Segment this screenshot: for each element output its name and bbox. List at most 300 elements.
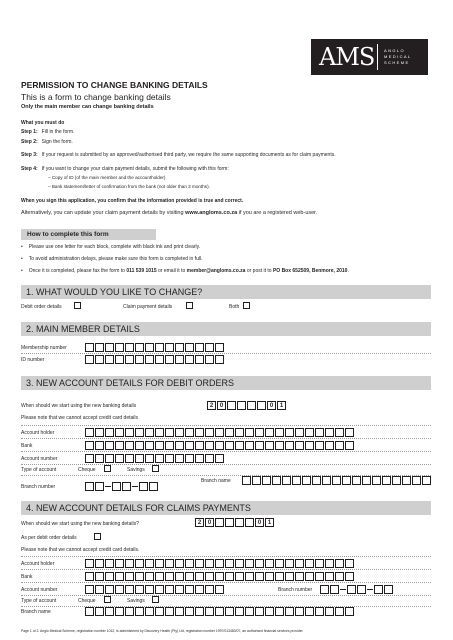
entry-cell[interactable] (345, 572, 354, 581)
entry-cell[interactable] (225, 607, 234, 616)
debit-start-date-cells[interactable] (207, 401, 287, 410)
entry-cell[interactable] (235, 518, 244, 527)
entry-cell[interactable] (335, 559, 344, 568)
entry-cell[interactable] (205, 343, 214, 352)
entry-cell[interactable] (262, 476, 271, 485)
option-both-label: Both (229, 304, 240, 310)
claims-type-label: Type of account (21, 598, 57, 604)
page-footer: Page 1 of 2. Anglo Medical Scheme, registration number 1012, is administered by Discovery Health (Pty) Ltd, registration number 1997/013480/07, an authorised financial services provider (21, 629, 303, 633)
entry-cell[interactable] (195, 585, 204, 594)
entry-cell[interactable] (215, 454, 224, 463)
entry-cell[interactable] (155, 441, 164, 450)
entry-cell[interactable] (95, 454, 104, 463)
entry-cell[interactable] (125, 441, 134, 450)
entry-cell[interactable] (255, 428, 264, 437)
entry-cell[interactable] (205, 607, 214, 616)
entry-cell[interactable] (165, 585, 174, 594)
website-link[interactable]: www.angloms.co.za (185, 210, 238, 216)
entry-cell[interactable] (205, 585, 214, 594)
debit-account-holder-label: Account holder (21, 430, 55, 436)
entry-cell[interactable] (357, 585, 366, 594)
entry-cell[interactable] (165, 454, 174, 463)
entry-cell[interactable] (225, 572, 234, 581)
option-debit-checkbox[interactable] (74, 302, 81, 309)
entry-cell[interactable] (320, 585, 329, 594)
as-per-debit-checkbox[interactable] (94, 533, 101, 540)
claims-account-holder-cells[interactable] (85, 559, 355, 568)
ams-logo (311, 39, 428, 75)
entry-cell[interactable] (285, 607, 294, 616)
entry-cell[interactable] (185, 572, 194, 581)
entry-cell[interactable] (175, 355, 184, 364)
entry-cell[interactable] (315, 559, 324, 568)
entry-cell[interactable] (135, 428, 144, 437)
entry-cell[interactable] (245, 518, 254, 527)
entry-cell[interactable] (175, 343, 184, 352)
entry-cell[interactable] (205, 454, 214, 463)
entry-cell[interactable] (95, 482, 104, 491)
divider (21, 464, 431, 465)
entry-cell[interactable] (165, 441, 174, 450)
entry-cell[interactable] (235, 572, 244, 581)
option-claim-checkbox[interactable] (186, 302, 193, 309)
entry-cell[interactable] (155, 607, 164, 616)
debit-bank-cells[interactable] (85, 441, 355, 450)
entry-cell[interactable] (195, 441, 204, 450)
how-item: • Once it is completed, please fax the form to 011 539 1015 or email it to member@angloms.co.za or post it to PO Box 652509, Benmore, 2010. (21, 268, 349, 274)
entry-cell[interactable] (347, 585, 356, 594)
entry-cell[interactable]: 0 (255, 518, 264, 527)
entry-cell[interactable] (215, 607, 224, 616)
entry-cell[interactable] (195, 454, 204, 463)
entry-cell[interactable] (95, 585, 104, 594)
entry-cell[interactable] (105, 428, 114, 437)
entry-cell[interactable] (125, 454, 134, 463)
entry-cell[interactable] (185, 454, 194, 463)
entry-cell[interactable] (125, 428, 134, 437)
entry-cell[interactable] (305, 607, 314, 616)
entry-cell[interactable] (155, 343, 164, 352)
entry-cell[interactable] (112, 482, 121, 491)
entry-cell[interactable] (145, 355, 154, 364)
entry-cell[interactable] (185, 585, 194, 594)
section-2-title: 2. MAIN MEMBER DETAILS (26, 324, 140, 334)
form-title: PERMISSION TO CHANGE BANKING DETAILS (21, 80, 208, 90)
entry-cell[interactable] (325, 572, 334, 581)
entry-cell[interactable] (295, 559, 304, 568)
entry-cell[interactable] (285, 428, 294, 437)
entry-cell[interactable] (95, 355, 104, 364)
how-item: • To avoid administration delays, please make sure this form is completed in full. (21, 256, 203, 262)
entry-cell[interactable] (135, 572, 144, 581)
entry-cell[interactable] (105, 454, 114, 463)
entry-cell[interactable] (85, 428, 94, 437)
divider (21, 438, 431, 439)
entry-cell[interactable] (237, 401, 246, 410)
entry-cell[interactable]: 1 (277, 401, 286, 410)
entry-cell[interactable] (345, 428, 354, 437)
entry-cell[interactable] (215, 518, 224, 527)
entry-cell[interactable] (312, 476, 321, 485)
entry-cell[interactable] (265, 607, 274, 616)
entry-cell[interactable] (205, 572, 214, 581)
entry-cell[interactable] (115, 454, 124, 463)
entry-cell[interactable]: 2 (207, 401, 216, 410)
entry-cell[interactable] (105, 441, 114, 450)
entry-cell[interactable] (295, 428, 304, 437)
debit-account-holder-cells[interactable] (85, 428, 355, 437)
entry-cell[interactable] (85, 482, 94, 491)
debit-branch-number-cells[interactable] (85, 482, 159, 491)
entry-cell[interactable] (245, 607, 254, 616)
claims-savings-checkbox[interactable] (152, 596, 159, 603)
entry-cell[interactable] (115, 355, 124, 364)
entry-cell[interactable] (342, 476, 351, 485)
debit-account-number-cells[interactable] (85, 454, 225, 463)
claims-bank-cells[interactable] (85, 572, 355, 581)
entry-cell[interactable] (135, 454, 144, 463)
entry-cell[interactable] (272, 476, 281, 485)
entry-cell[interactable] (275, 428, 284, 437)
entry-cell[interactable] (175, 585, 184, 594)
entry-cell[interactable] (392, 476, 401, 485)
entry-cell[interactable] (325, 607, 334, 616)
entry-cell[interactable] (125, 607, 134, 616)
entry-cell[interactable] (125, 572, 134, 581)
claims-account-holder-label: Account holder (21, 561, 55, 567)
entry-cell[interactable] (115, 343, 124, 352)
divider (21, 569, 431, 570)
entry-cell[interactable] (115, 585, 124, 594)
entry-cell[interactable] (195, 428, 204, 437)
debit-bank-label: Bank (21, 443, 33, 449)
how-band (21, 229, 156, 240)
entry-cell[interactable] (242, 476, 251, 485)
entry-cell[interactable] (330, 585, 339, 594)
entry-cell[interactable] (235, 428, 244, 437)
entry-cell[interactable] (245, 572, 254, 581)
entry-cell[interactable] (175, 607, 184, 616)
claims-cheque-label: Cheque (78, 598, 96, 604)
as-per-debit-label: As per debit order details (21, 535, 77, 541)
entry-cell[interactable] (185, 441, 194, 450)
entry-cell[interactable] (105, 585, 114, 594)
entry-cell[interactable] (85, 607, 94, 616)
entry-cell[interactable] (175, 454, 184, 463)
entry-cell[interactable] (155, 559, 164, 568)
entry-cell[interactable] (85, 572, 94, 581)
entry-cell[interactable] (149, 482, 158, 491)
separator-dash (105, 478, 111, 487)
entry-cell[interactable] (195, 559, 204, 568)
step-3: Step 3: If your request is submitted by an approved/authorised third party, we require the same supporting documents as for claim payments. (21, 152, 336, 158)
debit-cheque-checkbox[interactable] (104, 465, 111, 472)
entry-cell[interactable] (362, 476, 371, 485)
entry-cell[interactable] (255, 559, 264, 568)
claims-start-date-cells[interactable] (195, 518, 275, 527)
entry-cell[interactable] (155, 572, 164, 581)
entry-cell[interactable] (185, 607, 194, 616)
membership-number-cells[interactable] (85, 343, 225, 352)
entry-cell[interactable]: 0 (205, 518, 214, 527)
entry-cell[interactable] (305, 572, 314, 581)
entry-cell[interactable] (85, 441, 94, 450)
entry-cell[interactable]: 1 (265, 518, 274, 527)
entry-cell[interactable] (422, 476, 431, 485)
entry-cell[interactable] (325, 428, 334, 437)
entry-cell[interactable] (115, 572, 124, 581)
entry-cell[interactable] (215, 441, 224, 450)
entry-cell[interactable] (325, 559, 334, 568)
entry-cell[interactable] (305, 441, 314, 450)
entry-cell[interactable] (384, 585, 393, 594)
entry-cell[interactable] (285, 572, 294, 581)
entry-cell[interactable] (225, 518, 234, 527)
claims-cheque-checkbox[interactable] (104, 596, 111, 603)
entry-cell[interactable]: 2 (195, 518, 204, 527)
entry-cell[interactable] (282, 476, 291, 485)
entry-cell[interactable] (175, 428, 184, 437)
entry-cell[interactable] (335, 428, 344, 437)
entry-cell[interactable] (115, 441, 124, 450)
entry-cell[interactable] (85, 559, 94, 568)
entry-cell[interactable] (285, 441, 294, 450)
entry-cell[interactable] (215, 572, 224, 581)
entry-cell[interactable] (165, 355, 174, 364)
id-number-cells[interactable] (85, 355, 225, 364)
entry-cell[interactable] (252, 476, 261, 485)
entry-cell[interactable] (245, 559, 254, 568)
entry-cell[interactable] (195, 343, 204, 352)
entry-cell[interactable] (95, 441, 104, 450)
entry-cell[interactable] (185, 428, 194, 437)
entry-cell[interactable] (275, 572, 284, 581)
email-link[interactable]: member@angloms.co.za (186, 268, 246, 274)
entry-cell[interactable] (145, 572, 154, 581)
entry-cell[interactable] (295, 607, 304, 616)
entry-cell[interactable] (85, 343, 94, 352)
entry-cell[interactable] (145, 343, 154, 352)
entry-cell[interactable] (122, 482, 131, 491)
what-heading: What you must do (21, 120, 65, 126)
entry-cell[interactable] (185, 343, 194, 352)
entry-cell[interactable] (105, 607, 114, 616)
entry-cell[interactable] (125, 559, 134, 568)
entry-cell[interactable] (352, 476, 361, 485)
entry-cell[interactable] (295, 441, 304, 450)
main-member-note: Only the main member can change banking details (21, 104, 154, 110)
entry-cell[interactable] (227, 401, 236, 410)
entry-cell[interactable] (125, 343, 134, 352)
entry-cell[interactable] (215, 559, 224, 568)
entry-cell[interactable] (245, 441, 254, 450)
section-4-title: 4. NEW ACCOUNT DETAILS FOR CLAIMS PAYMENTS (26, 503, 251, 513)
entry-cell[interactable] (215, 355, 224, 364)
entry-cell[interactable] (225, 428, 234, 437)
entry-cell[interactable] (145, 607, 154, 616)
entry-cell[interactable] (95, 343, 104, 352)
entry-cell[interactable] (165, 607, 174, 616)
entry-cell[interactable] (145, 585, 154, 594)
entry-cell[interactable] (95, 559, 104, 568)
entry-cell[interactable] (155, 355, 164, 364)
entry-cell[interactable] (155, 454, 164, 463)
logo-mark: AMS (319, 43, 375, 71)
entry-cell[interactable] (135, 343, 144, 352)
entry-cell[interactable] (315, 441, 324, 450)
entry-cell[interactable] (105, 343, 114, 352)
entry-cell[interactable] (255, 607, 264, 616)
entry-cell[interactable]: 0 (267, 401, 276, 410)
entry-cell[interactable] (165, 343, 174, 352)
divider (21, 556, 431, 557)
entry-cell[interactable] (374, 585, 383, 594)
entry-cell[interactable] (145, 428, 154, 437)
entry-cell[interactable] (139, 482, 148, 491)
entry-cell[interactable] (105, 355, 114, 364)
entry-cell[interactable] (255, 572, 264, 581)
entry-cell[interactable] (135, 559, 144, 568)
entry-cell[interactable] (305, 559, 314, 568)
entry-cell[interactable] (305, 428, 314, 437)
entry-cell[interactable] (205, 355, 214, 364)
entry-cell[interactable] (145, 454, 154, 463)
entry-cell[interactable] (205, 441, 214, 450)
entry-cell[interactable] (345, 441, 354, 450)
entry-cell[interactable] (412, 476, 421, 485)
claims-savings-label: Savings (127, 598, 145, 604)
separator-dash (367, 581, 373, 590)
option-claim-label: Claim payment details (123, 304, 173, 310)
entry-cell[interactable] (315, 572, 324, 581)
entry-cell[interactable] (255, 441, 264, 450)
entry-cell[interactable] (215, 585, 224, 594)
entry-cell[interactable] (185, 559, 194, 568)
entry-cell[interactable] (257, 401, 266, 410)
entry-cell[interactable] (125, 585, 134, 594)
entry-cell[interactable]: 0 (217, 401, 226, 410)
entry-cell[interactable] (125, 355, 134, 364)
entry-cell[interactable] (285, 559, 294, 568)
entry-cell[interactable] (235, 607, 244, 616)
entry-cell[interactable] (195, 572, 204, 581)
entry-cell[interactable] (115, 559, 124, 568)
entry-cell[interactable] (315, 607, 324, 616)
claims-branch-number-cells[interactable] (320, 585, 394, 594)
entry-cell[interactable] (85, 585, 94, 594)
entry-cell[interactable] (335, 441, 344, 450)
entry-cell[interactable] (275, 559, 284, 568)
entry-cell[interactable] (135, 441, 144, 450)
entry-cell[interactable] (205, 559, 214, 568)
entry-cell[interactable] (195, 355, 204, 364)
entry-cell[interactable] (335, 607, 344, 616)
claims-account-number-cells[interactable] (85, 585, 225, 594)
debit-start-label: When should we start using the new banking details (21, 403, 137, 409)
entry-cell[interactable] (115, 607, 124, 616)
entry-cell[interactable] (322, 476, 331, 485)
debit-savings-checkbox[interactable] (152, 465, 159, 472)
entry-cell[interactable] (155, 585, 164, 594)
entry-cell[interactable] (382, 476, 391, 485)
option-both-checkbox[interactable] (243, 302, 250, 309)
divider (21, 595, 431, 596)
claims-no-credit-note: Please note that we cannot accept credit card details. (21, 547, 140, 553)
claims-branch-name-cells[interactable] (85, 607, 355, 616)
debit-account-number-label: Account number (21, 456, 58, 462)
entry-cell[interactable] (95, 428, 104, 437)
entry-cell[interactable] (295, 572, 304, 581)
section-3-title: 3. NEW ACCOUNT DETAILS FOR DEBIT ORDERS (26, 378, 235, 388)
entry-cell[interactable] (372, 476, 381, 485)
entry-cell[interactable] (345, 559, 354, 568)
entry-cell[interactable] (235, 441, 244, 450)
section-3-band (21, 376, 431, 390)
entry-cell[interactable] (265, 559, 274, 568)
entry-cell[interactable] (145, 441, 154, 450)
entry-cell[interactable] (135, 355, 144, 364)
entry-cell[interactable] (265, 572, 274, 581)
entry-cell[interactable] (292, 476, 301, 485)
entry-cell[interactable] (205, 428, 214, 437)
entry-cell[interactable] (175, 441, 184, 450)
entry-cell[interactable] (225, 441, 234, 450)
entry-cell[interactable] (402, 476, 411, 485)
entry-cell[interactable] (85, 454, 94, 463)
entry-cell[interactable] (265, 428, 274, 437)
logo-text: ANGLO MEDICAL SCHEME (384, 48, 412, 65)
entry-cell[interactable] (302, 476, 311, 485)
entry-cell[interactable] (135, 585, 144, 594)
separator-dash (340, 581, 346, 590)
entry-cell[interactable] (185, 355, 194, 364)
debit-savings-label: Savings (127, 467, 145, 473)
entry-cell[interactable] (195, 607, 204, 616)
entry-cell[interactable] (135, 607, 144, 616)
entry-cell[interactable] (115, 428, 124, 437)
entry-cell[interactable] (85, 355, 94, 364)
entry-cell[interactable] (215, 428, 224, 437)
entry-cell[interactable] (155, 428, 164, 437)
entry-cell[interactable] (247, 401, 256, 410)
entry-cell[interactable] (235, 559, 244, 568)
entry-cell[interactable] (325, 441, 334, 450)
entry-cell[interactable] (265, 441, 274, 450)
entry-cell[interactable] (105, 559, 114, 568)
entry-cell[interactable] (165, 572, 174, 581)
entry-cell[interactable] (275, 441, 284, 450)
entry-cell[interactable] (165, 559, 174, 568)
entry-cell[interactable] (165, 428, 174, 437)
entry-cell[interactable] (145, 559, 154, 568)
form-subtitle: This is a form to change banking details (21, 92, 171, 102)
entry-cell[interactable] (332, 476, 341, 485)
entry-cell[interactable] (215, 343, 224, 352)
entry-cell[interactable] (245, 428, 254, 437)
entry-cell[interactable] (105, 572, 114, 581)
entry-cell[interactable] (175, 559, 184, 568)
entry-cell[interactable] (275, 607, 284, 616)
entry-cell[interactable] (345, 607, 354, 616)
entry-cell[interactable] (175, 572, 184, 581)
entry-cell[interactable] (225, 559, 234, 568)
entry-cell[interactable] (95, 607, 104, 616)
debit-branch-name-cells[interactable] (242, 476, 432, 485)
entry-cell[interactable] (315, 428, 324, 437)
entry-cell[interactable] (95, 572, 104, 581)
step-1: Step 1: Fill in the form. (21, 129, 75, 135)
entry-cell[interactable] (335, 572, 344, 581)
